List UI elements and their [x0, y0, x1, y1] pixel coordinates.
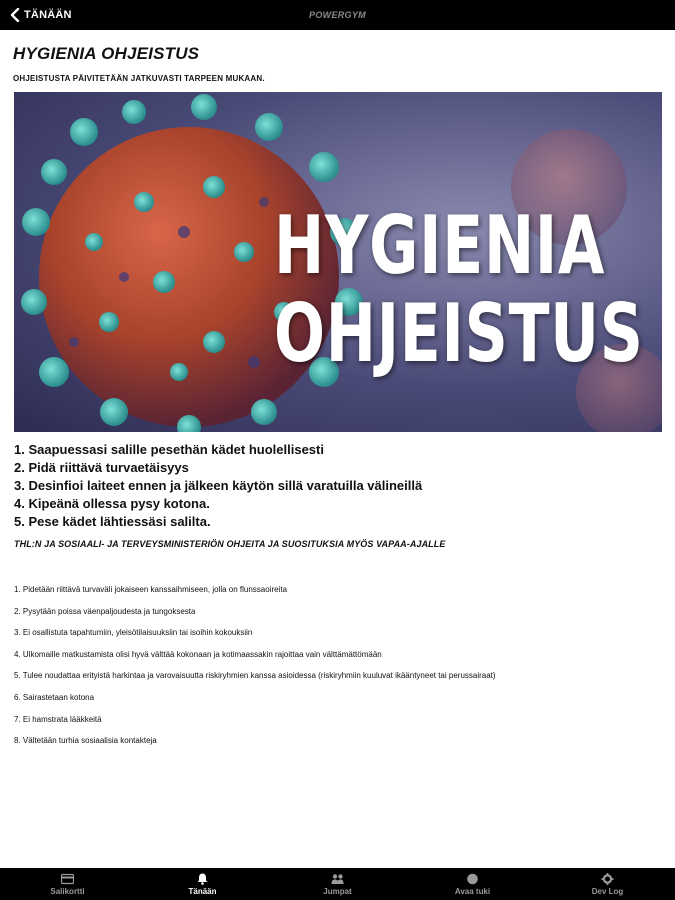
- list-item: 4. Ulkomaille matkustamista olisi hyvä välttää kokonaan ja kotimaassakin rajoittaa vain välttämättömään: [14, 649, 382, 659]
- list-item: 1. Saapuessasi salille pesethän kädet huolellisesti: [14, 442, 324, 457]
- list-item: 6. Sairastetaan kotona: [14, 692, 95, 702]
- tab-label: Avaa tuki: [454, 886, 491, 896]
- hero-heading: [219, 199, 659, 380]
- thl-heading: THL:N JA SOSIAALI- JA TERVEYSMINISTERIÖN OHJEITA JA SUOSITUKSIA MYÖS VAPAA-AJALLE: [14, 539, 446, 549]
- page-subtitle: OHJEISTUSTA PÄIVITETÄÄN JATKUVASTI TARPEEN MUKAAN.: [13, 74, 265, 83]
- card-icon: [61, 873, 74, 885]
- back-label: TÄNÄÄN: [24, 9, 72, 21]
- hero-image: [14, 92, 662, 432]
- list-item: 7. Ei hamstrata lääkkeitä: [14, 714, 102, 724]
- tab-label: Salikortti: [50, 886, 85, 896]
- hero-line-2: OHJEISTUS: [274, 287, 644, 380]
- bell-icon: [196, 873, 209, 885]
- tab-avaa-tuki[interactable]: [405, 868, 540, 900]
- tab-salikortti[interactable]: [0, 868, 135, 900]
- app-title: POWERGYM: [309, 10, 366, 20]
- list-item: 3. Ei osallistuta tapahtumiin, yleisötilaisuuksiin tai isoihin kokouksiin: [14, 628, 253, 638]
- gym-rules-list: [14, 441, 422, 531]
- tab-label: Jumpat: [323, 886, 352, 896]
- top-nav-bar: [0, 0, 675, 30]
- thl-guidelines-list: [14, 585, 496, 758]
- tab-label: Dev Log: [591, 886, 624, 896]
- tab-jumpat[interactable]: [270, 868, 405, 900]
- tab-tanaan[interactable]: [135, 868, 270, 900]
- bottom-tab-bar: [0, 868, 675, 900]
- list-item: 1. Pidetään riittävä turvaväli jokaiseen kanssaihmiseen, jolla on flunssaoireita: [14, 585, 288, 594]
- list-item: 5. Tulee noudattaa erityistä harkintaa ja varovaisuutta riskiryhmien kanssa asioidessa (riskiryhmiin kuuluvat ikääntyneet tai perussairaat): [14, 671, 496, 681]
- page-title: HYGIENIA OHJEISTUS: [13, 44, 200, 63]
- list-item: 2. Pidä riittävä turvaetäisyys: [14, 460, 189, 475]
- tab-label: Tänään: [188, 886, 217, 896]
- tab-dev-log[interactable]: [540, 868, 675, 900]
- gear-icon: [601, 873, 614, 885]
- list-item: 4. Kipeänä ollessa pysy kotona.: [14, 496, 210, 511]
- list-item: 3. Desinfioi laiteet ennen ja jälkeen käytön sillä varatuilla välineillä: [14, 478, 423, 493]
- list-item: 2. Pysytään poissa väenpaljoudesta ja tungoksesta: [14, 606, 196, 616]
- globe-icon: [466, 873, 479, 885]
- people-icon: [331, 873, 344, 885]
- list-item: 5. Pese kädet lähtiessäsi salilta.: [14, 514, 211, 529]
- list-item: 8. Vältetään turhia sosiaalisia kontakteja: [14, 736, 157, 746]
- hero-line-1: HYGIENIA: [274, 199, 606, 292]
